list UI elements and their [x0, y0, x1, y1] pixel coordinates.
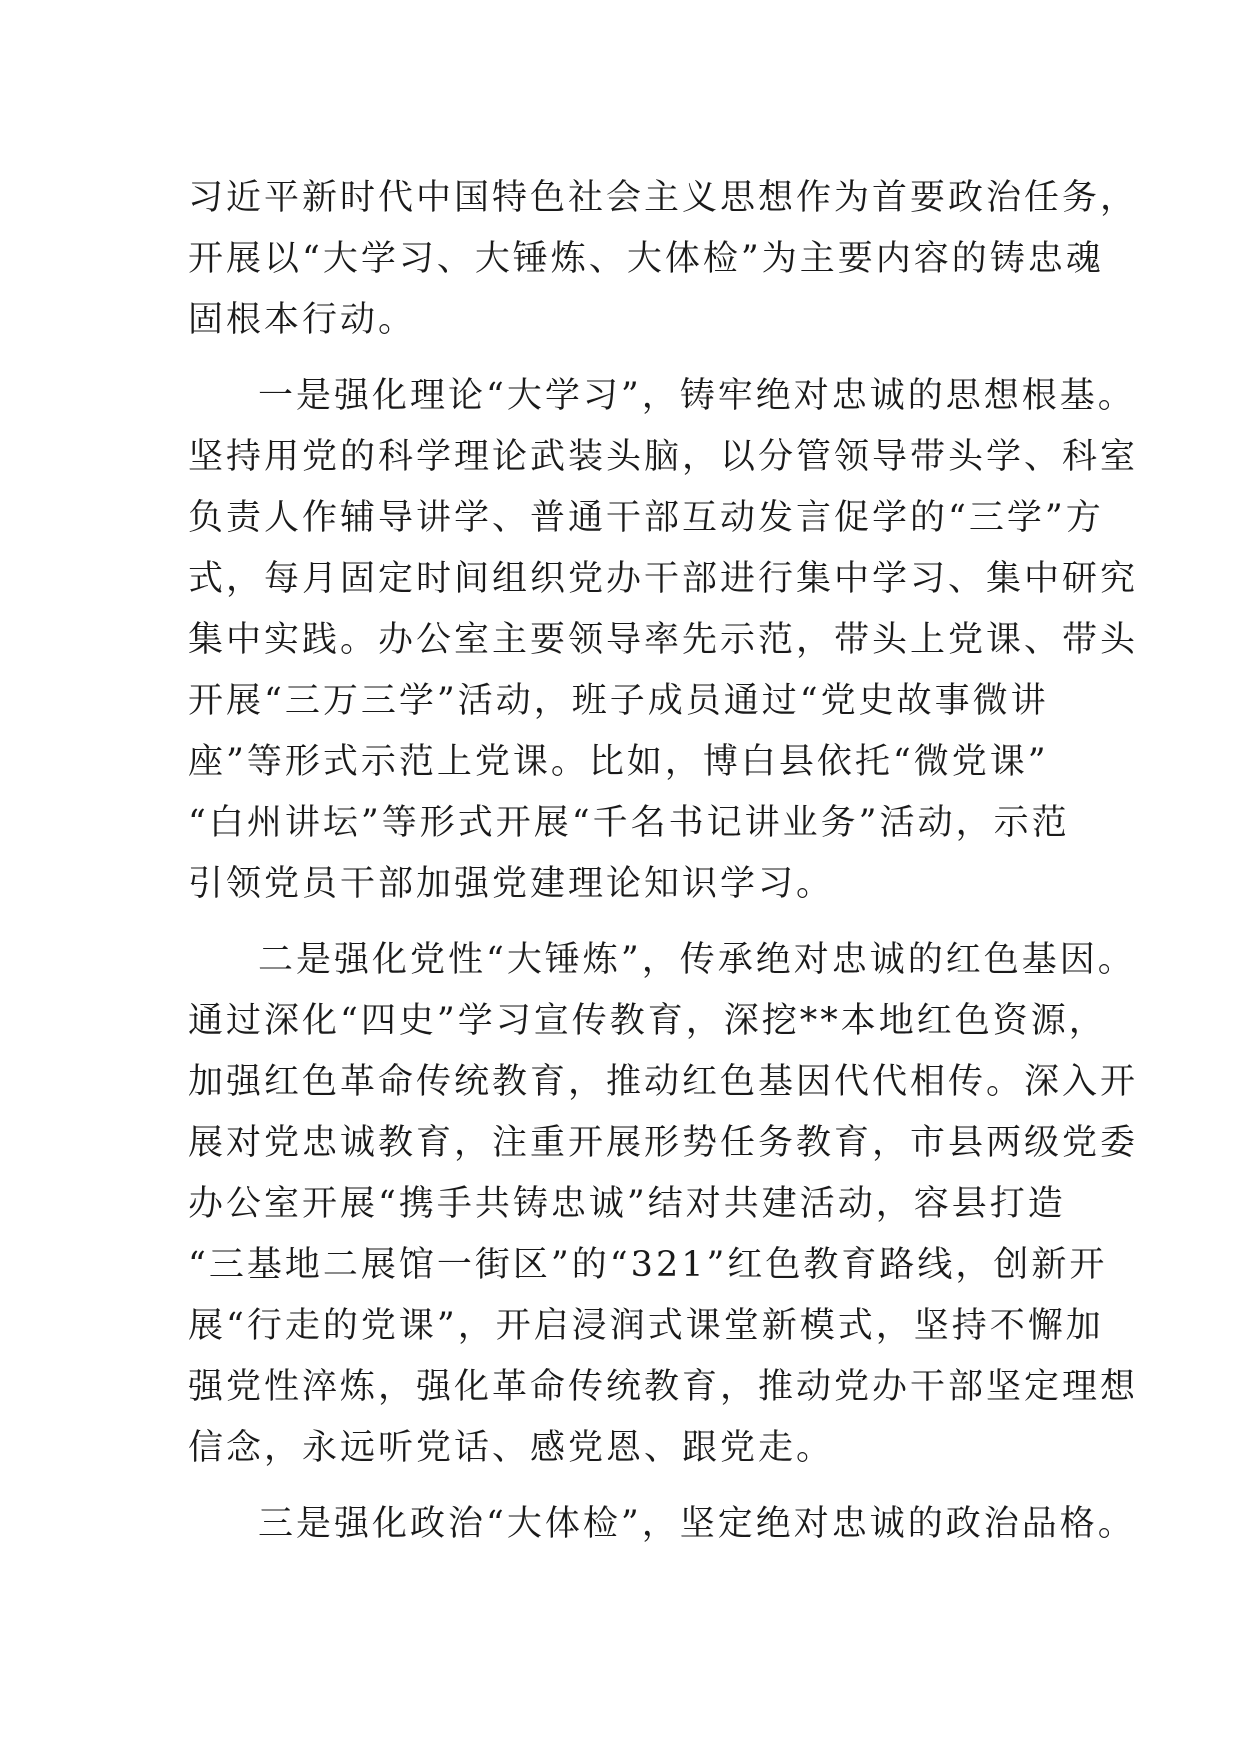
- text-line: 强党性淬炼，强化革命传统教育，推动党办干部坚定理想: [188, 1367, 1139, 1407]
- paragraph-heading-line: 二是强化党性“大锤炼”，传承绝对忠诚的红色基因。: [258, 940, 1136, 980]
- text-line: 加强红色革命传统教育，推动红色基因代代相传。深入开: [188, 1062, 1139, 1102]
- text-line: 展对党忠诚教育，注重开展形势任务教育，市县两级党委: [188, 1123, 1139, 1163]
- paragraph-heading-line: 三是强化政治“大体检”，坚定绝对忠诚的政治品格。: [258, 1504, 1136, 1544]
- text-line: 座”等形式示范上党课。比如，博白县依托“微党课”: [188, 742, 1049, 782]
- text-line: 开展“三万三学”活动，班子成员通过“党史故事微讲: [188, 681, 1049, 721]
- document-body: [188, 168, 1139, 1555]
- paragraph-heading-line: 一是强化理论“大学习”，铸牢绝对忠诚的思想根基。: [258, 376, 1136, 416]
- text-line: “三基地二展馆一街区”的“321”红色教育路线，创新开: [188, 1245, 1108, 1285]
- text-line: 展“行走的党课”，开启浸润式课堂新模式，坚持不懈加: [188, 1306, 1104, 1346]
- text-line: 通过深化“四史”学习宣传教育，深挖**本地红色资源，: [188, 1001, 1107, 1041]
- text-line: 集中实践。办公室主要领导率先示范，带头上党课、带头: [188, 620, 1139, 660]
- text-line: 引领党员干部加强党建理论知识学习。: [188, 864, 835, 904]
- text-line: 办公室开展“携手共铸忠诚”结对共建活动，容县打造: [188, 1184, 1066, 1224]
- text-line: 信念，永远听党话、感党恩、跟党走。: [188, 1428, 835, 1468]
- text-line: “白州讲坛”等形式开展“千名书记讲业务”活动，示范: [188, 803, 1070, 843]
- text-line: 习近平新时代中国特色社会主义思想作为首要政治任务，: [188, 178, 1139, 218]
- text-line: 固根本行动。: [188, 300, 417, 340]
- text-line: 式，每月固定时间组织党办干部进行集中学习、集中研究: [188, 559, 1139, 599]
- text-line: 负责人作辅导讲学、普通干部互动发言促学的“三学”方: [188, 498, 1104, 538]
- text-line: 开展以“大学习、大锤炼、大体检”为主要内容的铸忠魂: [188, 239, 1104, 279]
- text-line: 坚持用党的科学理论武装头脑，以分管领导带头学、科室: [188, 437, 1139, 477]
